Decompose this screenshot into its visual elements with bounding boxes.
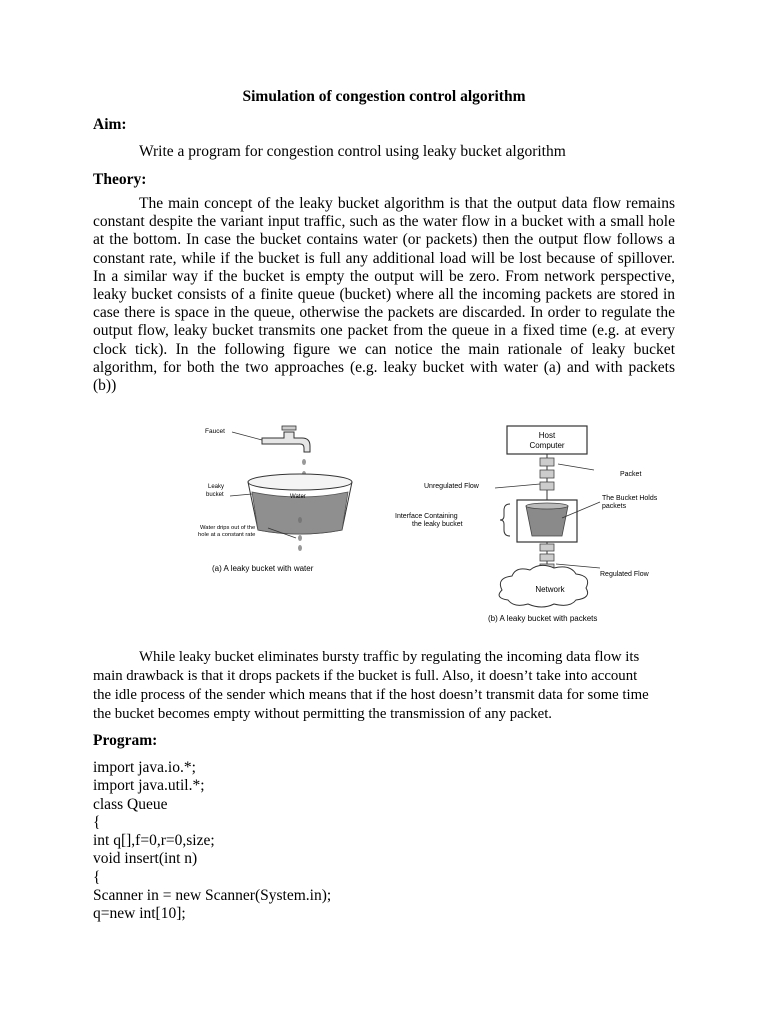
theory-line: algorithm, for both the two approaches (e.g. leaky bucket with water (a) and with packets: [93, 358, 675, 376]
code-line: Scanner in = new Scanner(System.in);: [93, 887, 332, 905]
code-line: {: [93, 868, 101, 886]
aim-heading: Aim:: [93, 116, 127, 133]
page-title: Simulation of congestion control algorithm: [242, 88, 526, 105]
code-line: q=new int[10];: [93, 905, 186, 923]
theory-line: The main concept of the leaky bucket algorithm is that the output data flow remains: [139, 195, 675, 212]
figure-a-caption: (a) A leaky bucket with water: [212, 564, 314, 573]
packet-label: Packet: [620, 471, 642, 478]
theory-line: at the bottom. In case the bucket contains water (or packets) then the output flow follows a: [93, 231, 675, 249]
theory-line: In a similar way if the bucket is empty the output will be zero. From network perspective,: [93, 267, 675, 285]
theory-line: output flow, leaky bucket transmits one packet from the queue in a fixed time (e.g. at every: [93, 322, 675, 340]
figure-b-packet-bucket: [495, 426, 600, 607]
code-line: class Queue: [93, 795, 168, 813]
drawback-line: the bucket becomes empty without permitting the transmission of any packet.: [93, 706, 553, 722]
program-heading: Program:: [93, 732, 158, 749]
theory-line: case there is space in the queue, otherwise the packets are discarded. In order to regulate the: [93, 304, 675, 322]
bucket-label: bucket: [206, 492, 224, 498]
interface-label: the leaky bucket: [412, 521, 463, 528]
leaky-bucket-figure: [190, 418, 720, 628]
theory-line: (b)): [93, 377, 117, 395]
theory-heading: Theory:: [93, 171, 147, 188]
leaky-label: Leaky: [208, 484, 225, 490]
interface-label: Interface Containing: [395, 513, 458, 520]
figure-b-caption: (b) A leaky bucket with packets: [488, 614, 598, 623]
drawback-line: the idle process of the sender which means that if the host doesn’t transmit data for some time: [93, 687, 649, 703]
host-label: Host: [538, 431, 556, 440]
theory-line: clock tick). In the following figure we can notice the main rationale of leaky bucket: [93, 340, 675, 358]
water-label: Water: [290, 494, 306, 500]
code-line: import java.util.*;: [93, 777, 205, 795]
drawback-paragraph: [93, 648, 675, 724]
network-label: Network: [535, 585, 565, 594]
theory-line: constant despite the variant input traffic, such as the water flow in a bucket with a small hole: [93, 213, 675, 231]
drawback-line: While leaky bucket eliminates bursty traffic by regulating the incoming data flow its: [139, 649, 640, 665]
faucet-label: Faucet: [205, 428, 225, 435]
code-line: int q[],f=0,r=0,size;: [93, 832, 215, 850]
theory-line: leaky bucket consists of a finite queue (bucket) where all the incoming packets are stored in: [93, 286, 675, 304]
code-line: {: [93, 813, 101, 831]
regulated-label: Regulated Flow: [600, 571, 649, 578]
drips-label: hole at a constant rate: [198, 532, 256, 538]
computer-label: Computer: [529, 441, 565, 450]
theory-line: constant rate, while if the bucket is full any additional load will be lost because of spillover.: [93, 249, 675, 267]
code-line: void insert(int n): [93, 850, 198, 868]
holds-label: The Bucket Holds: [602, 495, 658, 502]
unregulated-label: Unregulated Flow: [424, 483, 479, 490]
drips-label: Water drips out of the: [200, 525, 256, 531]
aim-text: Write a program for congestion control using leaky bucket algorithm: [139, 143, 566, 160]
holds-label: packets: [602, 503, 627, 510]
program-code: [93, 759, 331, 924]
drawback-line: main drawback is that it drops packets if the bucket is full. Also, it doesn’t take into account: [93, 668, 638, 684]
theory-paragraph: [93, 195, 675, 395]
code-line: import java.io.*;: [93, 759, 196, 776]
